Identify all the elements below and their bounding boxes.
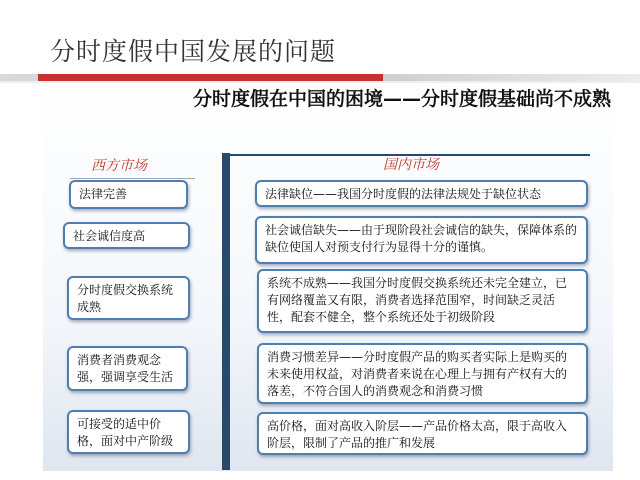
domestic-item-credit	[255, 216, 588, 264]
domestic-market-header-line	[230, 154, 590, 156]
slide-title: 分时度假中国发展的问题	[50, 37, 337, 66]
domestic-item-price	[257, 412, 588, 455]
western-market-underline	[70, 178, 195, 179]
domestic-item-habits	[257, 343, 588, 404]
domestic-item-text: 消费习惯差异——分时度假产品的购买者实际上是购买的未来使用权益，对消费者来说在心理上与拥有产权有大的落差，不符合国人的消费观念和消费习惯	[267, 350, 568, 398]
western-item-price	[67, 410, 190, 454]
domestic-item-text: 法律缺位——我国分时度假的法律法规处于缺位状态	[265, 187, 542, 201]
domestic-item-text: 社会诚信缺失——由于现阶段社会诚信的缺失，保障体系的缺位使国人对预支付行为显得十分的谨慎。	[265, 223, 578, 254]
domestic-item-system	[257, 269, 588, 333]
western-item-law	[69, 180, 188, 209]
domestic-market-title: 国内市场	[383, 157, 439, 173]
western-item-exchange-system	[67, 276, 190, 320]
western-market-title: 西方市场	[91, 158, 147, 174]
western-item-credit	[63, 222, 190, 249]
domestic-item-text: 高价格，面对高收入阶层——产品价格太高，限于高收入阶层，限制了产品的推广和发展	[267, 419, 568, 450]
domestic-item-law	[255, 180, 588, 207]
slide-subtitle: 分时度假在中国的困境——分时度假基础尚不成熟	[193, 88, 612, 110]
western-item-text: 社会诚信度高	[73, 229, 146, 243]
western-item-text: 法律完善	[79, 187, 128, 201]
title-rule-thin	[0, 81, 640, 83]
column-divider	[222, 153, 230, 470]
western-item-text: 可接受的适中价格，面对中产阶级	[77, 417, 174, 448]
western-item-text: 消费者消费观念强，强调享受生活	[77, 353, 174, 384]
domestic-item-text: 系统不成熟——我国分时度假交换系统还未完全建立，已有网络覆盖又有限，消费者选择范围窄，时间缺乏灵活性，配套不健全，整个系统还处于初级阶段	[267, 276, 568, 324]
title-rule-accent	[38, 74, 383, 81]
western-item-consumer-concept	[67, 346, 188, 391]
western-item-text: 分时度假交换系统成熟	[77, 283, 174, 314]
